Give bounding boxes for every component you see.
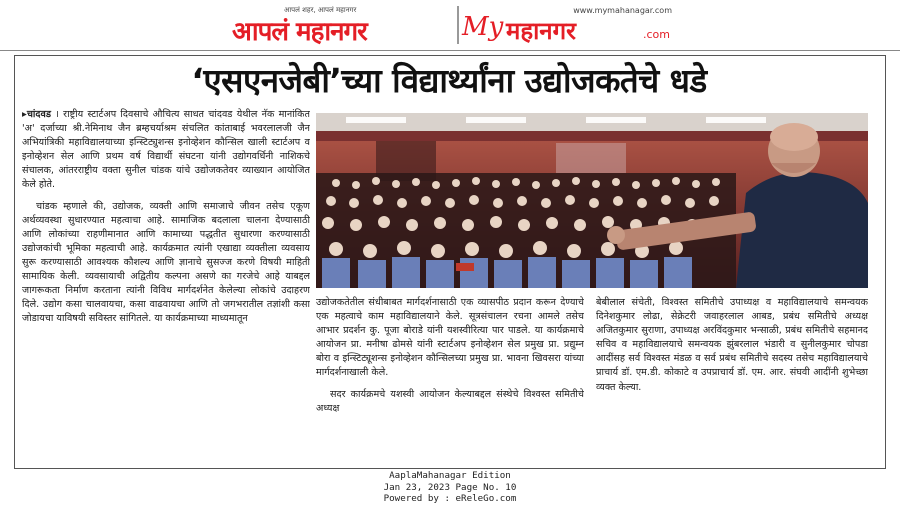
page-footer (0, 470, 900, 505)
article-column-2 (316, 296, 584, 456)
article-paragraph: ▸चांदवड । राष्ट्रीय स्टार्टअप दिवसाचे औचित्य साधत चांदवड येथील नॅक मानांकित 'अ' दर्जाच्या श्री.नेमिनाथ जैन ब्रम्हचर्याश्रम संचलित कांताबाई भवरलालजी जैन अभियांत्रिकी महाविद्यालयाच्या इन्स्टिट्युशन्स इनोव्हेशन कौन्सिल खाली स्टार्टअप व इनोव्हेशन सेल आणि प्रथम वर्ष विद्यार्थी संघटना यांनी उद्योगवर्धिनी नाशिकचे संचालक, आंतरराष्ट्रीय वक्ता सुनील चांडक यांचे उद्योजकतेवर व्याख्यान आयोजित केले होते. (22, 109, 310, 191)
article-text: उद्योजकतेतील संधीबाबत मार्गदर्शनासाठी एक व्यासपीठ प्रदान करून देण्याचे एक महत्वाचे काम महाविद्यालयाने केले. सूत्रसंचालन रचना आमले तसेच आभार प्रदर्शन कु. पूजा बोराडे यांनी यशस्वीरित्या पार पाडले. या कार्यक्रमाचे आयोजन प्रा. मनीषा ढोमसे यांनी स्टार्टअप इनोव्हेशन सेल प्रमुख प्रा. प्रद्युम्न बोरा व इन्स्टिट्यूशन्स इनोव्हेशन कौन्सिलच्या प्रमुख प्रा. भावना खिवसरा यांच्या मार्गदर्शनाखाली केले. (316, 297, 584, 379)
article-column-3 (596, 296, 868, 456)
article-paragraph (596, 296, 868, 395)
article-text: राष्ट्रीय स्टार्टअप दिवसाचे औचित्य साधत चांदवड येथील नॅक मानांकित 'अ' दर्जाच्या श्री.नेमिनाथ जैन ब्रम्हचर्याश्रम संचलित कांताबाई भवरलालजी जैन अभियांत्रिकी महाविद्यालयाच्या इन्स्टिट्युशन्स इनोव्हेशन कौन्सिल खाली स्टार्टअप व इनोव्हेशन सेल आणि प्रथम वर्ष विद्यार्थी संघटना यांनी उद्योगवर्धिनी नाशिकचे संचालक, आंतरराष्ट्रीय वक्ता सुनील चांडक यांचे उद्योजकतेवर व्याख्यान आयोजित केले होते. (22, 109, 310, 191)
masthead-url: www.mymahanagar.com (573, 6, 672, 15)
footer-edition: AaplaMahanagar Edition (389, 470, 511, 481)
masthead-right-logo (460, 6, 672, 44)
masthead-tagline: आपलं शहर, आपलं महानगर (284, 6, 357, 14)
top-divider (0, 50, 900, 51)
event-photo (316, 113, 868, 288)
article-paragraph (22, 200, 310, 327)
article-headline: ‘एसएनजेबी’च्या विद्यार्थ्यांना उद्योजकतेचे धडे (191, 61, 707, 100)
logo-my-text: My (462, 12, 504, 42)
footer-powered-by: Powered by : eReleGo.com (383, 493, 517, 504)
article-text: चांडक म्हणाले की, उद्योजक, व्यक्ती आणि समाजाचे जीवन तसेच एकूण अर्थव्यवस्था सुधारण्यात महत्वाचा आहे. सामाजिक बदलाला चालना देण्यासाठी आणि लोकांच्या राहणीमानात आणि कामाच्या पद्धतीत सुधारणा करण्यासाठी उद्योजकांची भूमिका महत्वाची आहे. कार्यक्रमात त्यांनी एखाद्या व्यक्तीला व्यवसाय सुरू करण्यासाठी आवश्यक कौशल्य आणि ज्ञानाचे सुसज्ज करणे विषयी माहिती सामायिक केली. व्यवसायाची अद्वितीय कल्पना असणे का गरजेचे आहे याबद्दल जागरूकता निर्माण करताना त्यांनी विविध मार्गदर्शनेत केलेल्या लोकांचे उदाहरण दिले. उद्योग कसा चालवायचा, कसा वाढवायचा आणि तो जगभरातील तज्ञांशी कसा जोडायचा याविषयी सविस्तर सांगितले. या कार्यक्रमाच्या माध्यमातून (22, 200, 310, 325)
masthead (232, 6, 672, 47)
masthead-left (232, 6, 459, 47)
article-text: बेबीलाल संचेती, विश्वस्त समितीचे उपाध्यक्ष व महाविद्यालयाचे समन्वयक दिनेशकुमार लोढा, सेक्रेटरी जवाहरलाल आबड, प्रबंध समितीचे अध्यक्ष अजितकुमार सुराणा, उपाध्यक्ष अरविंदकुमार भन्साळी, प्रबंध समितीचे सहमानद सचिव व महाविद्यालयाचे समन्वयक झुंबरलाल भंडारी व सुनीलकुमार चोपडा आदींसह सर्व विश्वस्त मंडळ व सर्व प्रबंध समितीचे सदस्य तसेच महाविद्यालयाचे प्राचार्य डॉ. एम.डी. कोकाटे व उपप्राचार्य डॉ. एम. आर. संघवी आदींनी शुभेच्छा व्यक्त केल्या. (596, 297, 868, 393)
article-text: सदर कार्यक्रमचे यशस्वी आयोजन केल्याबद्दल संस्थेचे विश्वस्त समितीचे अध्यक्ष (316, 388, 584, 414)
auditorium-photo-graphic (316, 113, 868, 288)
footer-date-page: Jan 23, 2023 Page No. 10 (383, 481, 517, 493)
article-dateline: चांदवड (26, 109, 51, 120)
article-column-1 (22, 108, 310, 463)
logo-brand-text: महानगर (506, 17, 576, 45)
logo-dotcom-text: .com (643, 28, 670, 41)
masthead-title: आपलं महानगर (232, 17, 367, 47)
article-paragraph (316, 296, 584, 381)
article-paragraph (316, 388, 584, 416)
dateline-arrow-icon: ▸ (22, 109, 27, 120)
